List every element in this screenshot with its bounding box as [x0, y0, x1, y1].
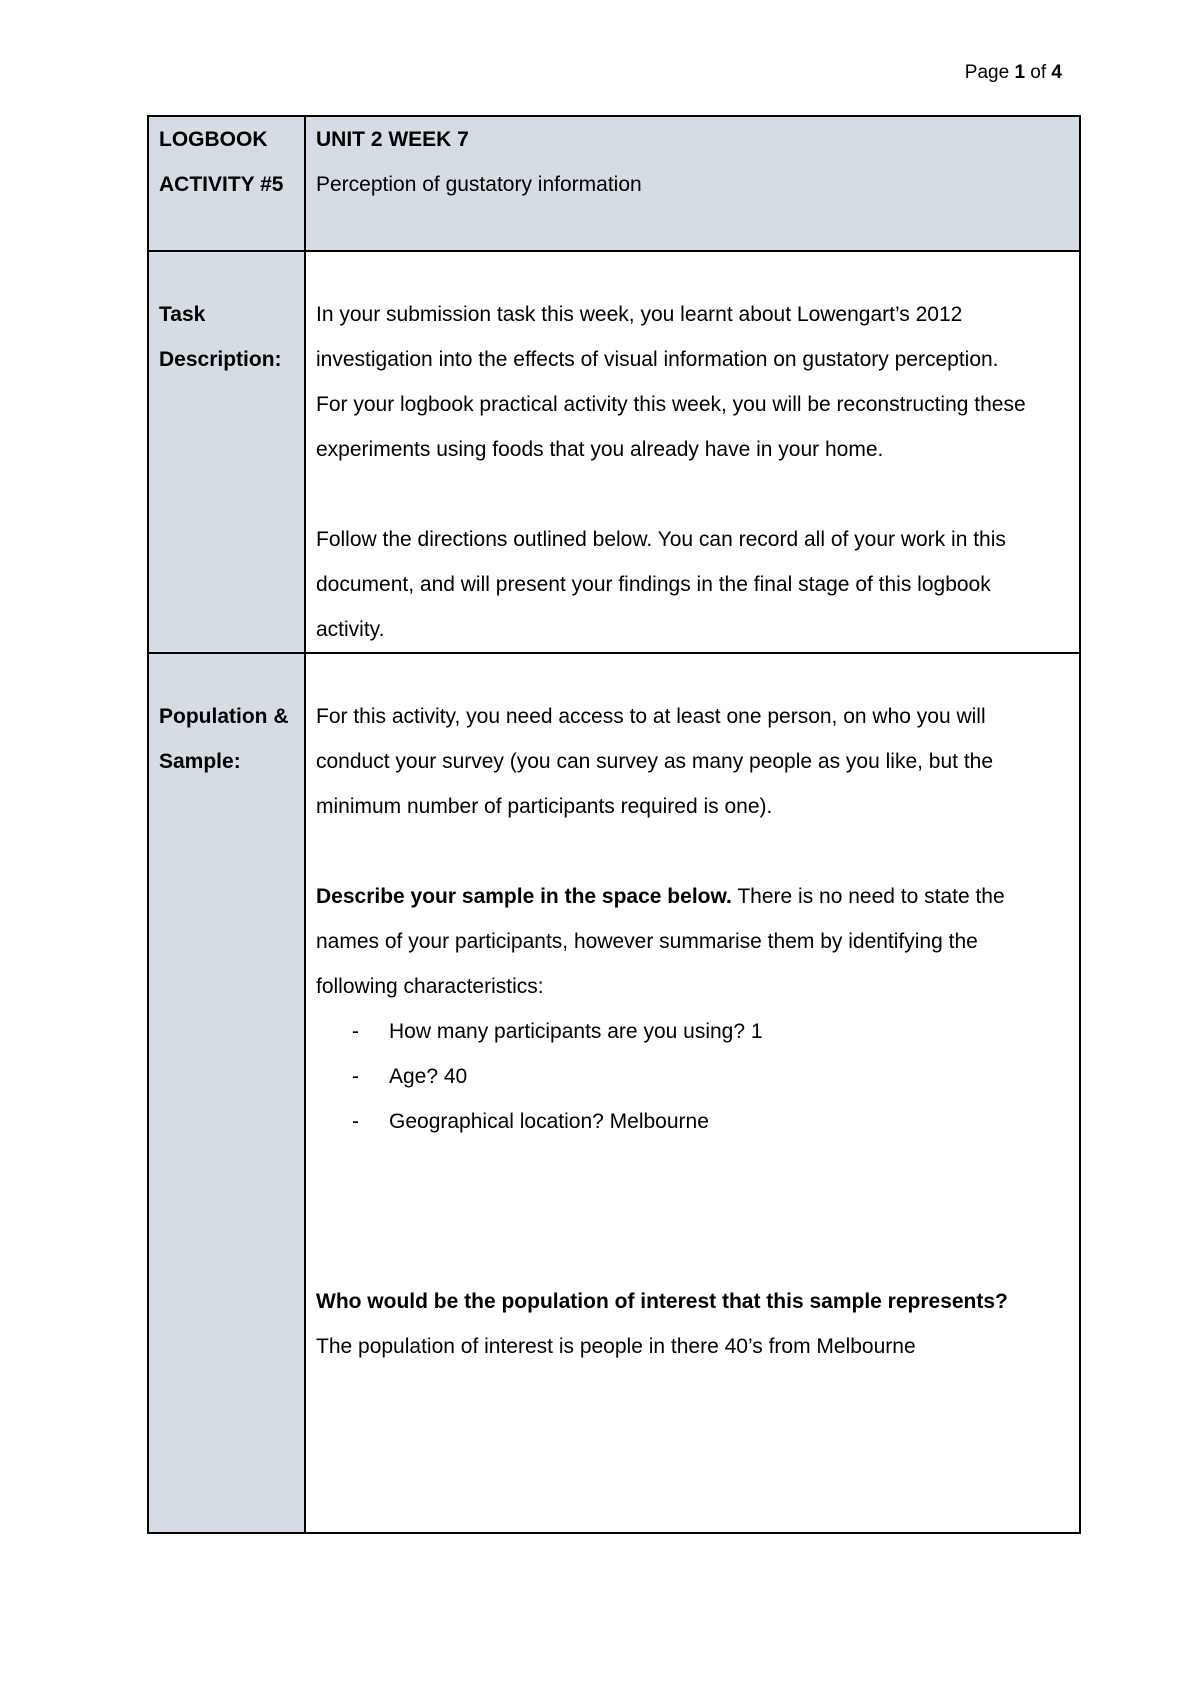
paragraph-gap [316, 472, 1071, 517]
paragraph-gap [316, 829, 1071, 874]
task-description-cell [305, 251, 1080, 653]
list-item-text: Age? 40 [389, 1065, 468, 1088]
population-label-line1: Population & [159, 705, 289, 728]
page-number-total: 4 [1051, 62, 1062, 83]
activity-label-line2: ACTIVITY #5 [159, 173, 284, 196]
text-line: document, and will present your findings in the final stage of this logbook [316, 573, 991, 596]
describe-sample-bold: Describe your sample in the space below. [316, 885, 732, 908]
dash-bullet: - [352, 1110, 359, 1133]
characteristics-list [316, 1009, 1071, 1144]
text-line: Follow the directions outlined below. You can record all of your work in this [316, 528, 1006, 551]
population-sample-row [148, 653, 1080, 1533]
list-item-text: Geographical location? Melbourne [389, 1110, 709, 1133]
header-row [148, 116, 1080, 251]
text-line: minimum number of participants required is one). [316, 795, 773, 818]
population-label-cell [148, 653, 305, 1533]
task-label-line2: Description: [159, 348, 282, 371]
list-item-text: How many participants are you using? 1 [389, 1020, 763, 1043]
text-line: For your logbook practical activity this week, you will be reconstructing these [316, 393, 1026, 416]
unit-title-cell [305, 116, 1080, 251]
list-item [316, 1099, 1071, 1144]
population-answer: The population of interest is people in there 40’s from Melbourne [316, 1335, 916, 1358]
text-line: investigation into the effects of visual information on gustatory perception. [316, 348, 999, 371]
activity-label-cell [148, 116, 305, 251]
list-item [316, 1054, 1071, 1099]
text-line: experiments using foods that you already have in your home. [316, 438, 884, 461]
text-line: activity. [316, 618, 385, 641]
page-number-prefix: Page [964, 62, 1015, 83]
page-number-current: 1 [1014, 62, 1026, 83]
text-line: following characteristics: [316, 975, 544, 998]
text-line: names of your participants, however summarise them by identifying the [316, 930, 978, 953]
describe-sample-rest: There is no need to state the [731, 885, 1005, 908]
page-number [965, 62, 1062, 84]
unit-title: UNIT 2 WEEK 7 [316, 128, 469, 151]
dash-bullet: - [352, 1065, 359, 1088]
list-item [316, 1009, 1071, 1054]
text-line [316, 874, 1071, 919]
unit-subtitle: Perception of gustatory information [316, 173, 642, 196]
logbook-table [147, 115, 1081, 1534]
population-sample-cell [305, 653, 1080, 1533]
task-paragraph-1 [316, 292, 1071, 472]
text-line: conduct your survey (you can survey as many people as you like, but the [316, 750, 994, 773]
dash-bullet: - [352, 1020, 359, 1043]
activity-label-line1: LOGBOOK [159, 128, 268, 151]
describe-sample-prompt [316, 874, 1071, 1009]
population-intro [316, 694, 1071, 829]
text-line: In your submission task this week, you learnt about Lowengart’s 2012 [316, 303, 963, 326]
task-label-line1: Task [159, 303, 206, 326]
blank-space [316, 1144, 1071, 1279]
task-description-row [148, 251, 1080, 653]
population-question: Who would be the population of interest that this sample represents? [316, 1290, 1008, 1313]
text-line: For this activity, you need access to at least one person, on who you will [316, 705, 986, 728]
page-number-of: of [1025, 62, 1052, 83]
task-label-cell [148, 251, 305, 653]
task-paragraph-2 [316, 517, 1071, 652]
population-label-line2: Sample: [159, 750, 241, 773]
